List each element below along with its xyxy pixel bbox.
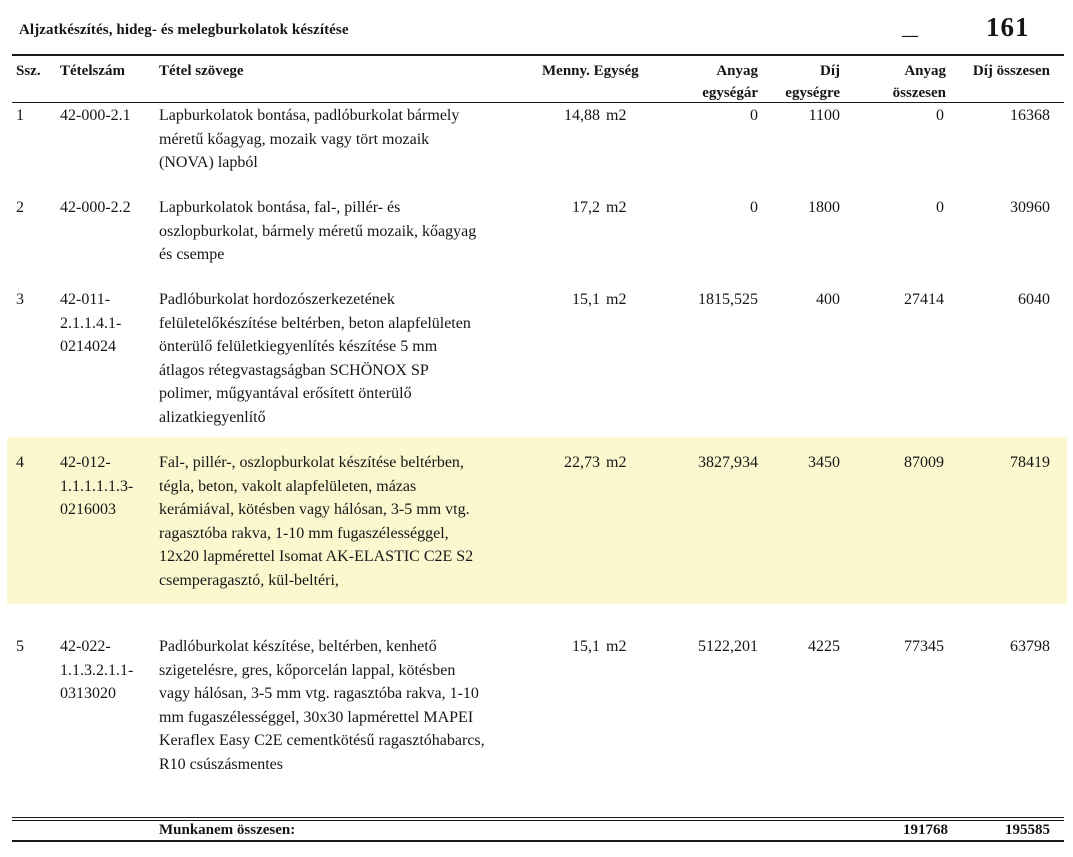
row-anyag-egysegar: 5122,201 <box>698 638 758 655</box>
col-header-dij-egysegre-1: Díj <box>820 63 840 79</box>
row-code-line: 0216003 <box>60 501 116 518</box>
row-dij-egysegre: 3450 <box>808 454 840 471</box>
row-code-line: 42-022- <box>60 638 111 655</box>
page-number: 161 <box>986 12 1030 42</box>
row-text-line: vagy hálósan, 3-5 mm vtg. ragasztóba rakva, 1-10 <box>159 685 479 702</box>
row-text-line: átlagos rétegvastagságban SCHÖNOX SP <box>159 361 429 379</box>
row-ssz: 4 <box>16 454 24 471</box>
row-text-line: szigetelésre, gres, kőporcelán lappal, kötésben <box>159 661 456 679</box>
row-unit: m2 <box>606 454 627 471</box>
row-anyag-osszesen: 0 <box>936 199 944 216</box>
document-title: Aljzatkészítés, hideg- és melegburkolatok készítése <box>19 22 349 38</box>
footer-anyag-osszesen: 191768 <box>903 822 948 838</box>
row-text-line: polimer, műgyantával erősített önterülő <box>159 385 412 402</box>
row-text-line: Padlóburkolat készítése, beltérben, kenhető <box>159 638 437 655</box>
row-dij-egysegre: 4225 <box>808 638 840 655</box>
row-text-line: felületelőkészítése beltérben, beton alapfelületen <box>159 314 471 332</box>
row-ssz: 1 <box>16 107 24 124</box>
row-code-line: 42-000-2.1 <box>60 107 131 124</box>
row-anyag-egysegar: 3827,934 <box>698 454 758 471</box>
col-header-anyag-egysegar-1: Anyag <box>716 63 758 79</box>
row-code-line: 1.1.1.1.1.3- <box>60 477 134 495</box>
row-code-line: 0214024 <box>60 338 116 355</box>
col-header-anyag-osszesen-2: összesen <box>892 85 946 101</box>
row-unit: m2 <box>606 107 627 124</box>
footer-top-rule <box>12 817 1064 818</box>
row-qty: 14,88 <box>564 107 600 124</box>
row-text-line: Fal-, pillér-, oszlopburkolat készítése beltérben, <box>159 454 464 471</box>
row-text-line: oszlopburkolat, bármely méretű mozaik, kőagyag <box>159 222 477 240</box>
header-bottom-rule <box>12 102 1064 103</box>
col-header-dij-egysegre-2: egységre <box>785 85 840 101</box>
footer-total-label: Munkanem összesen: <box>159 822 296 838</box>
col-header-dij-osszesen: Díj összesen <box>972 63 1050 79</box>
row-text-line: csemperagasztó, kül-beltéri, <box>159 571 339 589</box>
row-code-line: 42-000-2.2 <box>60 199 131 216</box>
row-unit: m2 <box>606 291 627 308</box>
row-anyag-osszesen: 27414 <box>904 291 944 308</box>
row-ssz: 2 <box>16 199 24 216</box>
row-qty: 15,1 <box>572 638 600 655</box>
row-text-line: és csempe <box>159 246 225 263</box>
row-code-line: 2.1.1.4.1- <box>60 314 122 332</box>
row-code-line: 0313020 <box>60 685 116 702</box>
col-header-tetel-szovege: Tétel szövege <box>159 63 244 79</box>
header-dash: — <box>902 27 918 44</box>
col-header-tetelszam: Tételszám <box>60 63 125 79</box>
row-text-line: ragasztóba rakva, 1-10 mm fugaszélességgel, <box>159 524 449 542</box>
row-anyag-osszesen: 77345 <box>904 638 944 655</box>
row-anyag-osszesen: 0 <box>936 107 944 124</box>
col-header-anyag-osszesen-1: Anyag <box>904 63 946 79</box>
row-dij-osszesen: 16368 <box>1010 107 1050 124</box>
footer-top-rule-double <box>12 820 1064 821</box>
row-code-line: 42-011- <box>60 291 111 308</box>
footer-bottom-rule <box>12 840 1064 842</box>
row-anyag-osszesen: 87009 <box>904 454 944 471</box>
row-ssz: 3 <box>16 291 24 308</box>
footer-dij-osszesen: 195585 <box>1005 822 1050 838</box>
row-text-line: Lapburkolatok bontása, fal-, pillér- és <box>159 199 401 216</box>
header-rule <box>12 54 1064 56</box>
col-header-ssz: Ssz. <box>16 63 41 79</box>
row-dij-osszesen: 63798 <box>1010 638 1050 655</box>
row-text-line: alizatkiegyenlítő <box>159 408 266 426</box>
row-text-line: (NOVA) lapból <box>159 154 258 171</box>
row-code-line: 42-012- <box>60 454 111 471</box>
row-qty: 17,2 <box>572 199 600 216</box>
row-dij-osszesen: 6040 <box>1018 291 1050 308</box>
row-code-line: 1.1.3.2.1.1- <box>60 661 134 679</box>
row-unit: m2 <box>606 638 627 655</box>
col-header-anyag-egysegar-2: egységár <box>702 85 758 101</box>
col-header-menny-egyseg: Menny. Egység <box>542 63 639 79</box>
row-dij-egysegre: 1800 <box>808 199 840 216</box>
row-qty: 22,73 <box>564 454 600 471</box>
row-text-line: kerámiával, kötésben vagy hálósan, 3-5 mm vtg. <box>159 501 470 518</box>
row-text-line: Lapburkolatok bontása, padlóburkolat bármely <box>159 107 460 124</box>
row-dij-osszesen: 78419 <box>1010 454 1050 471</box>
row-text-line: önterülő felületkiegyenlítés készítése 5 mm <box>159 338 438 355</box>
row-anyag-egysegar: 0 <box>750 199 758 216</box>
row-text-line: Keraflex Easy C2E cementkötésű ragasztóhabarcs, <box>159 732 485 749</box>
row-text-line: méretű kőagyag, mozaik vagy tört mozaik <box>159 130 430 148</box>
row-unit: m2 <box>606 199 627 216</box>
row-anyag-egysegar: 0 <box>750 107 758 124</box>
row-dij-egysegre: 1100 <box>808 107 840 124</box>
row-text-line: tégla, beton, vakolt alapfelületen, mázas <box>159 477 417 495</box>
row-text-line: mm fugaszélességgel, 30x30 lapmérettel MAPEI <box>159 708 474 726</box>
row-dij-osszesen: 30960 <box>1010 199 1050 216</box>
row-dij-egysegre: 400 <box>816 291 840 308</box>
row-text-line: Padlóburkolat hordozószerkezetének <box>159 291 395 308</box>
row-text-line: 12x20 lapmérettel Isomat AK-ELASTIC C2E S2 <box>159 548 474 565</box>
row-text-line: R10 csúszásmentes <box>159 755 283 773</box>
row-qty: 15,1 <box>572 291 600 308</box>
row-anyag-egysegar: 1815,525 <box>698 291 758 308</box>
row-ssz: 5 <box>16 638 24 655</box>
